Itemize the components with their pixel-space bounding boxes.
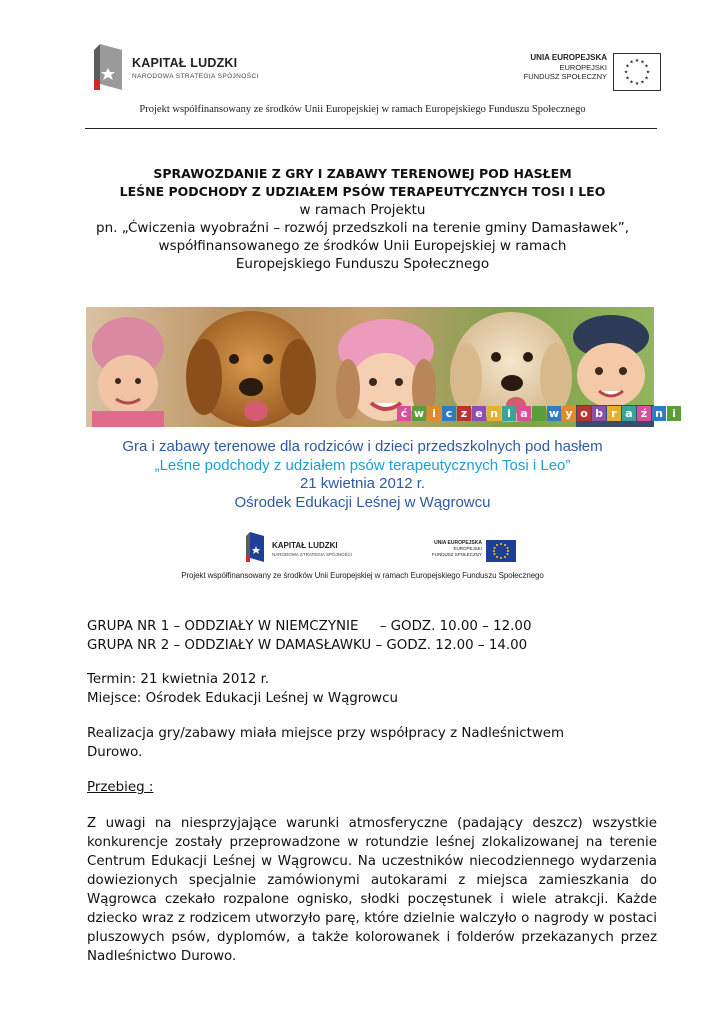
svg-text:★: ★ <box>634 81 640 87</box>
eu-flag-icon <box>613 53 661 91</box>
svg-text:★: ★ <box>640 59 645 66</box>
eu-logo-line3: FUNDUSZ SPOŁECZNY <box>523 72 607 81</box>
event-place: Miejsce: Ośrodek Edukacji Leśnej w Wągrowcu <box>87 691 398 706</box>
groups-schedule <box>87 617 657 655</box>
svg-text:★: ★ <box>629 79 634 86</box>
eu-logo-text <box>512 53 607 82</box>
svg-text:★: ★ <box>644 75 649 82</box>
svg-text:★: ★ <box>645 69 651 76</box>
group-2-line: GRUPA NR 2 – ODDZIAŁY W DAMASŁAWKU – GODZ. 12.00 – 14.00 <box>87 638 528 653</box>
poster-caption <box>60 438 665 512</box>
eu-logo-line1: UNIA EUROPEJSKA <box>530 53 607 62</box>
poster-eu-text <box>430 540 482 558</box>
kapital-ludzki-emblem-icon <box>94 44 122 92</box>
svg-text:★: ★ <box>625 75 630 82</box>
realization-line-2: Durowo. <box>87 745 143 760</box>
poster-cofinancing-note: Projekt współfinansowany ze środków Unii Europejskiej w ramach Europejskiego Funduszu Społecznego <box>181 571 544 580</box>
svg-text:★: ★ <box>623 69 629 76</box>
title-line-5: współfinansowanego ze środków Unii Europejskiej w ramach <box>158 238 567 254</box>
event-details <box>87 670 657 708</box>
svg-text:★: ★ <box>634 58 640 64</box>
eu-logo-line2: EUROPEJSKI <box>559 62 607 72</box>
poster-line-4: Ośrodek Edukacji Leśnej w Wągrowcu <box>234 493 491 511</box>
poster-eu-line1: UNIA EUROPEJSKA <box>434 540 482 546</box>
header-divider <box>85 128 657 129</box>
title-line-2: LEŚNE PODCHODY Z UDZIAŁEM PSÓW TERAPEUTYCZNYCH TOSI I LEO <box>119 184 606 199</box>
poster-kapital-ludzki-logo <box>246 532 366 566</box>
poster-line-2: „Leśne podchody z udziałem psów terapeutycznych Tosi i Leo” <box>154 456 571 474</box>
poster-line-3: 21 kwietnia 2012 r. <box>299 475 426 492</box>
svg-text:★: ★ <box>625 63 630 70</box>
kapital-ludzki-emblem-small-icon <box>246 532 264 564</box>
svg-text:★: ★ <box>640 79 645 86</box>
title-line-3: w ramach Projektu <box>299 202 426 218</box>
realization-line-1: Realizacja gry/zabawy miała miejsce przy współpracy z Nadleśnictwem <box>87 726 565 741</box>
cwiczenia-wyobrazni-ribbon: ć w i c z e n i a w y o b r a ź n i <box>397 406 681 421</box>
cofinancing-note: Projekt współfinansowany ze środków Unii Europejskiej w ramach Europejskiego Funduszu Społecznego <box>139 104 586 115</box>
title-line-6: Europejskiego Funduszu Społecznego <box>235 256 490 272</box>
title-line-4: pn. „Ćwiczenia wyobraźni – rozwój przedszkoli na terenie gminy Damasławek”, <box>96 220 629 236</box>
realization-note <box>87 724 657 762</box>
event-date: Termin: 21 kwietnia 2012 r. <box>87 672 270 687</box>
svg-text:★: ★ <box>644 63 649 70</box>
group-1-line: GRUPA NR 1 – ODDZIAŁY W NIEMCZYNIE – GODZ. 10.00 – 12.00 <box>87 619 532 634</box>
kapital-ludzki-title: KAPITAŁ LUDZKI <box>132 56 238 70</box>
kapital-ludzki-subtitle: NARODOWA STRATEGIA SPÓJNOŚCI <box>132 73 259 80</box>
report-title <box>60 165 665 273</box>
eu-flag-small-icon <box>486 540 516 562</box>
poster-eu-line2: EUROPEJSKI <box>453 546 482 551</box>
svg-text:★: ★ <box>629 59 634 66</box>
poster-eu-logo <box>430 540 520 564</box>
poster-kl-subtitle: NARODOWA STRATEGIA SPÓJNOŚCI <box>272 552 353 557</box>
course-heading-text: Przebieg : <box>87 780 154 795</box>
poster-kl-title: KAPITAŁ LUDZKI <box>272 541 338 550</box>
course-paragraph: Z uwagi na niesprzyjające warunki atmosferyczne (padający deszcz) wszystkie konkurencje zostały przeprowadzone w rotundzie leśnej zlokalizowanej na terenie Centrum Edukacji Leśnej w Wągrowcu. Na uczestników niecodziennego wydarzenia dowiezionych specjalnie zamówionymi autokarami z miejsca zamieszkania do Wągrowca czekało rozpalone ognisko, słodki poczęstunek i wiele atrakcji. Każde dziecko wraz z rodzicem utworzyło parę, które dzielnie walczyło o nagrody w postaci pluszowych psów, dyplomów, a także kolorowanek i folderów przekazanych przez Nadleśnictwo Durowo. <box>87 816 657 964</box>
course-heading <box>87 778 657 797</box>
kapital-ludzki-logo <box>94 44 284 94</box>
eu-logo <box>512 53 662 93</box>
title-line-1: SPRAWOZDANIE Z GRY I ZABAWY TERENOWEJ POD HASŁEM <box>153 166 572 181</box>
poster-eu-line3: FUNDUSZ SPOŁECZNY <box>431 552 482 557</box>
poster-line-1: Gra i zabawy terenowe dla rodziców i dzieci przedszkolnych pod hasłem <box>122 438 603 455</box>
